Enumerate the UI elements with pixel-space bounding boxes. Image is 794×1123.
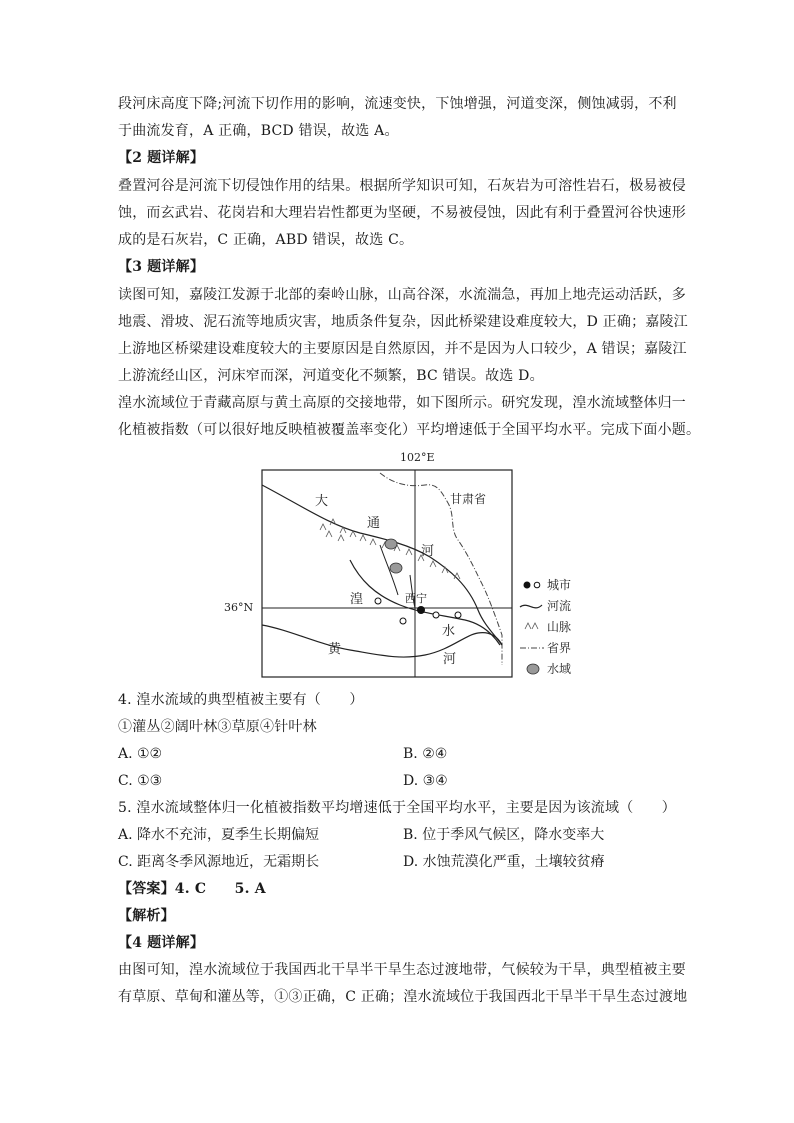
map-legend	[520, 578, 571, 676]
legend-water: 水域	[547, 662, 572, 676]
map-label: 大	[315, 494, 329, 509]
q5-option-a: A. 降水不充沛，夏季生长期偏短	[118, 827, 320, 843]
text-line: 有草原、草甸和灌丛等，①③正确，C 正确；湟水流域位于我国西北干旱半干旱生态过渡地	[118, 989, 688, 1005]
map-label: 水	[442, 624, 456, 639]
map-label: 湟	[350, 592, 364, 607]
text-line: 化植被指数（可以很好地反映植被覆盖率变化）平均增速低于全国平均水平。完成下面小题。	[118, 422, 701, 438]
q5-option-c: C. 距离冬季风源地近，无霜期长	[118, 854, 320, 870]
text-line: 上游流经山区，河床窄而深，河道变化不频繁，BC 错误。故选 D。	[118, 368, 544, 384]
q4-option-d: D. ③④	[403, 773, 448, 789]
text-line: 读图可知，嘉陵江发源于北部的秦岭山脉，山高谷深，水流湍急，再加上地壳运动活跃，多	[118, 287, 686, 303]
analysis-heading: 【解析】	[118, 908, 175, 924]
text-line: 于曲流发育，A 正确，BCD 错误，故选 A。	[118, 123, 399, 139]
text-line: 成的是石灰岩，C 正确，ABD 错误，故选 C。	[118, 232, 414, 248]
question-4-stem: 4. 湟水流域的典型植被主要有（ ）	[118, 692, 364, 708]
map-label: 通	[367, 516, 381, 531]
q4-option-c: C. ①③	[118, 773, 163, 789]
q5-option-d: D. 水蚀荒漠化严重，土壤较贫瘠	[403, 854, 605, 870]
question-4-items: ①灌丛②阔叶林③草原④针叶林	[118, 719, 317, 735]
huangshui-map	[210, 445, 610, 685]
map-label: 河	[443, 652, 457, 667]
text-line: 叠置河谷是河流下切侵蚀作用的结果。根据所学知识可知，石灰岩为可溶性岩石，极易被侵	[118, 178, 686, 194]
text-line: 由图可知，湟水流域位于我国西北干旱半干旱生态过渡地带，气候较为干旱，典型植被主要	[118, 962, 686, 978]
legend-city: 城市	[547, 578, 572, 592]
section-heading: 【4 题详解】	[118, 935, 205, 951]
text-line: 地震、滑坡、泥石流等地质灾害，地质条件复杂，因此桥梁建设难度较大，D 正确；嘉陵江	[118, 314, 688, 330]
map-label: 河	[421, 544, 435, 559]
legend-mountain: 山脉	[547, 620, 572, 634]
section-heading: 【3 题详解】	[118, 259, 205, 275]
text-line: 蚀，而玄武岩、花岗岩和大理岩岩性都更为坚硬，不易被侵蚀，因此有利于叠置河谷快速形	[118, 205, 686, 221]
question-5-stem: 5. 湟水流域整体归一化植被指数平均增速低于全国平均水平，主要是因为该流域（ ）	[118, 800, 677, 816]
text-line: 湟水流域位于青藏高原与黄土高原的交接地带，如下图所示。研究发现，湟水流域整体归一	[118, 395, 686, 411]
legend-river: 河流	[547, 599, 572, 613]
q5-option-b: B. 位于季风气候区，降水变率大	[403, 827, 605, 843]
q4-option-a: A. ①②	[118, 746, 163, 762]
map-label: 黄	[328, 642, 342, 657]
section-heading: 【2 题详解】	[118, 150, 205, 166]
text-line: 上游地区桥梁建设难度较大的主要原因是自然原因，并不是因为人口较少，A 错误；嘉陵江	[118, 341, 687, 357]
legend-border: 省界	[547, 641, 572, 655]
text-line: 段河床高度下降;河流下切作用的影响，流速变快，下蚀增强，河道变深，侧蚀减弱，不利	[118, 96, 677, 112]
lon-label: 102°E	[400, 451, 435, 464]
answer-line: 【答案】4. C 5. A	[118, 881, 266, 897]
map-label: 甘肃省	[450, 492, 487, 506]
lat-label: 36°N	[224, 601, 254, 614]
q4-option-b: B. ②④	[403, 746, 448, 762]
map-label: 西宁	[405, 592, 427, 605]
